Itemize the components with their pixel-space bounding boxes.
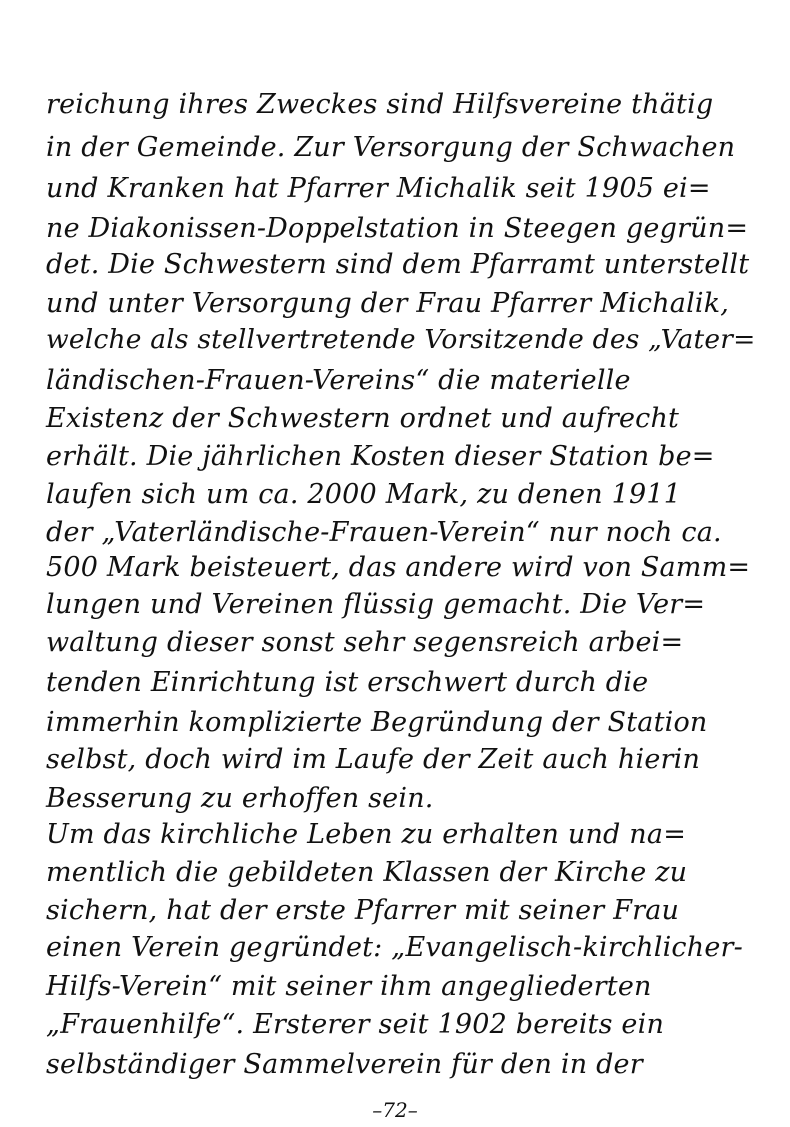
text-line: mentlich die gebildeten Klassen der Kirche zu [46,857,688,888]
text-line: 500 Mark beisteuert, das andere wird von Samm= [46,552,751,583]
text-line: erhält. Die jährlichen Kosten dieser Station be= [46,441,715,472]
text-line: waltung dieser sonst sehr segensreich arbei= [46,627,684,658]
text-line: reichung ihres Zweckes sind Hilfsvereine thätig [46,89,714,120]
text-line: in der Gemeinde. Zur Versorgung der Schwachen [46,132,736,163]
text-line: laufen sich um ca. 2000 Mark, zu denen 1911 [46,479,682,510]
text-line: selbständiger Sammelverein für den in der [46,1049,643,1080]
text-line: sichern, hat der erste Pfarrer mit seiner Frau [46,895,680,926]
text-line: Um das kirchliche Leben zu erhalten und na= [46,819,687,850]
text-line: Existenz der Schwestern ordnet und aufrecht [46,403,680,434]
text-line: det. Die Schwestern sind dem Pfarramt unterstellt [46,249,750,280]
text-line: immerhin komplizierte Begründung der Station [46,707,708,738]
text-line: „Frauenhilfe“. Ersterer seit 1902 bereits ein [46,1009,665,1040]
text-line: und unter Versorgung der Frau Pfarrer Michalik, [46,288,730,319]
text-line: einen Verein gegründet: „Evangelisch-kirchlicher- [46,932,743,963]
text-line: Hilfs-Verein“ mit seiner ihm angegliederten [46,971,652,1002]
text-line: welche als stellvertretende Vorsitzende des „Vater= [46,324,756,355]
page-number: –72– [372,1098,418,1122]
text-line: und Kranken hat Pfarrer Michalik seit 1905 ei= [46,173,711,204]
text-line: Besserung zu erhoffen sein. [46,783,434,814]
text-line: selbst, doch wird im Laufe der Zeit auch hierin [46,744,701,775]
text-line: der „Vaterländische-Frauen-Verein“ nur noch ca. [46,517,722,548]
text-line: ne Diakonissen-Doppelstation in Steegen gegrün= [46,213,749,244]
text-line: lungen und Vereinen flüssig gemacht. Die Ver= [46,589,706,620]
text-line: ländischen-Frauen-Vereins“ die materielle [46,365,631,396]
text-line: tenden Einrichtung ist erschwert durch die [46,667,649,698]
